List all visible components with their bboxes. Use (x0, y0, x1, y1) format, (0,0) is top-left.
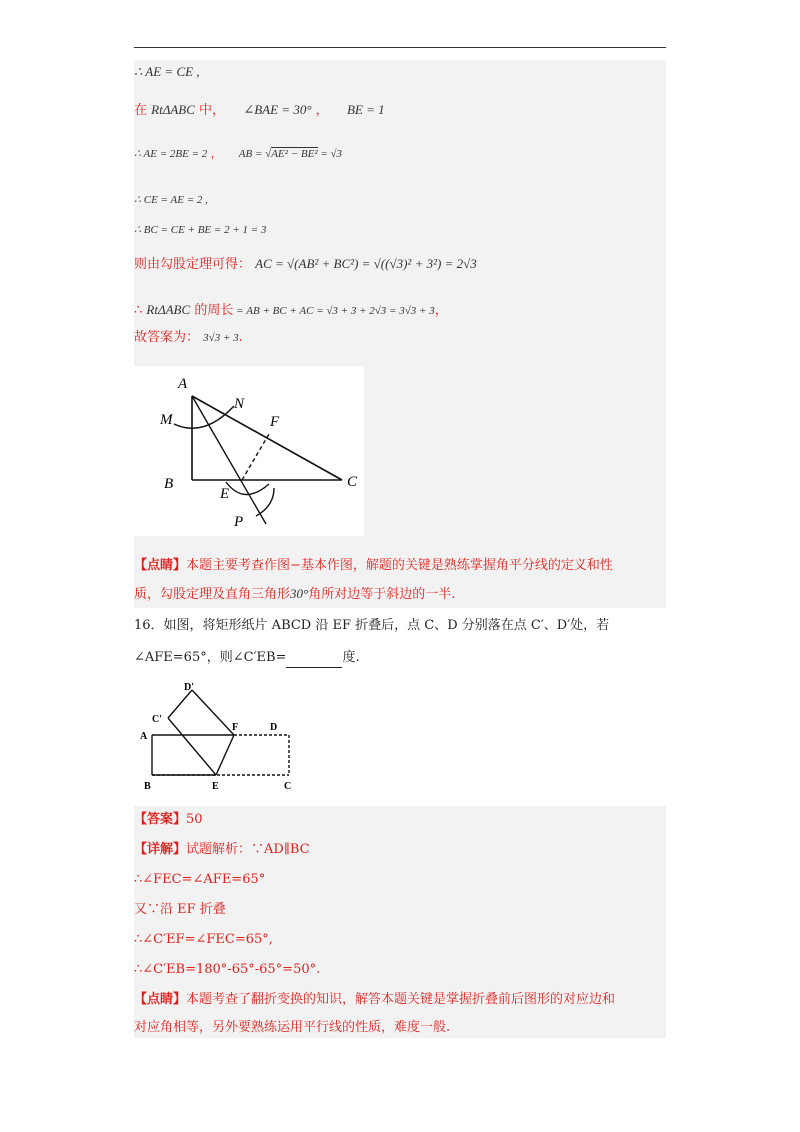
solution-line-6-text: 则由勾股定理可得： (134, 257, 252, 272)
label-p: P (234, 514, 244, 530)
side-ac (192, 396, 342, 480)
question-16-line-2 (134, 648, 360, 668)
answer-16-value: 50 (186, 812, 203, 827)
flap-ec (168, 718, 216, 775)
detail-16-text-2: ∴∠FEC=∠AFE=65° (134, 872, 266, 887)
solution-line-3 (134, 144, 342, 164)
solution-line-7-pre: ∴ (134, 303, 143, 318)
solution-line-5-text: ∴ BC = CE + BE = 2 + 1 = 3 (134, 224, 267, 236)
solution-line-8-end: . (238, 330, 243, 345)
comment-1-text-b-pre: 质，勾股定理及直角三角形 (134, 587, 291, 602)
solution-line-4 (134, 190, 208, 210)
solution-line-7 (134, 300, 448, 321)
label-d-prime: D′ (184, 682, 195, 693)
detail-16-line-3 (134, 900, 226, 920)
label-a: A (178, 376, 188, 392)
solution-line-2-angle: ∠BAE = 30° (243, 102, 312, 117)
fold-ef (216, 735, 234, 775)
solution-line-8 (134, 328, 243, 348)
figure-rectangle-svg (134, 680, 304, 798)
label-e-2: E (212, 781, 219, 792)
label-f-2: F (232, 722, 239, 733)
question-16-text-2-pre: ∠AFE=65°，则∠C′EB= (134, 650, 287, 665)
solution-line-3-a: ∴ AE = 2BE = 2 (134, 148, 208, 160)
figure-triangle-svg (134, 366, 364, 536)
label-c-prime: C′ (152, 714, 163, 725)
answer-16 (134, 810, 203, 830)
comment-2-text-b: 对应角相等，另外要熟练运用平行线的性质，难度一般. (134, 1020, 451, 1035)
comment-1-text-a: 本题主要考查作图−基本作图，解题的关键是熟练掌握角平分线的定义和性 (186, 558, 613, 573)
detail-16-text-5: ∴∠C′EB=180°-65°-65°=50°. (134, 962, 321, 977)
detail-16-line-5 (134, 960, 320, 980)
figure-folded-rectangle (134, 680, 304, 798)
detail-16-text-3: 又∵沿 EF 折叠 (134, 902, 226, 917)
solution-line-2-pre: 在 (134, 103, 148, 118)
solution-line-7-math: = AB + BC + AC = √3 + 3 + 2√3 = 3√3 + 3 (233, 305, 435, 317)
comment-1-line-1 (134, 556, 613, 576)
detail-16-line-4 (134, 930, 273, 950)
question-16-text-2-post: 度. (342, 650, 360, 665)
header-rule (134, 47, 666, 48)
solution-line-2-sep: ， (315, 103, 329, 118)
label-a-2: A (140, 731, 148, 742)
solution-line-7-triangle: RtΔABC (146, 302, 191, 317)
detail-16-tag: 【详解】 (134, 842, 187, 857)
solution-line-7-end: ， (434, 303, 448, 318)
label-d-2: D (270, 722, 278, 733)
detail-16-line-1 (134, 840, 310, 860)
solution-line-1 (134, 62, 200, 82)
solution-line-3-sep: ， (210, 147, 222, 160)
label-b: B (164, 476, 174, 492)
answer-16-tag: 【答案】 (134, 812, 187, 827)
solution-line-2-be: BE = 1 (346, 102, 385, 117)
question-16-line-1 (134, 616, 609, 636)
comment-2-line-1 (134, 990, 615, 1010)
solution-line-5 (134, 220, 266, 240)
label-c-2: C (284, 781, 292, 792)
flap-df (192, 690, 234, 735)
detail-16-text-4: ∴∠C′EF=∠FEC=65°, (134, 932, 273, 947)
flap-cd (168, 690, 192, 718)
comment-2-text-a: 本题考查了翻折变换的知识，解答本题关键是掌握折叠前后图形的对应边和 (186, 992, 616, 1007)
answer-blank (286, 653, 342, 668)
label-e: E (220, 486, 230, 502)
comment-1-angle: 30° (290, 586, 309, 601)
solution-line-8-text: 故答案为： (134, 330, 200, 345)
label-b-2: B (144, 781, 151, 792)
label-n: N (234, 396, 245, 412)
solution-line-3-b-pre: AB = √ (238, 148, 272, 160)
solution-line-4-text: ∴ CE = AE = 2 , (134, 194, 208, 206)
solution-line-2-mid: 中， (199, 103, 226, 118)
angle-bisector (192, 396, 266, 524)
label-c: C (347, 474, 358, 490)
solution-line-3-b-radicand: AE² − BE² (271, 148, 318, 160)
solution-line-1-text: ∴ AE = CE , (134, 64, 200, 79)
solution-line-2 (134, 100, 385, 121)
solution-line-3-b-post: = √3 (317, 148, 343, 160)
comment-1-tag: 【点睛】 (134, 558, 187, 573)
solution-line-8-math: 3√3 + 3 (203, 332, 239, 344)
solution-line-2-triangle: RtΔABC (151, 102, 195, 117)
label-m: M (160, 412, 173, 428)
dashed-ef (242, 434, 269, 480)
comment-1-line-2 (134, 584, 455, 605)
comment-2-tag: 【点睛】 (134, 992, 187, 1007)
label-f: F (270, 414, 280, 430)
solution-line-7-text: 的周长 (194, 303, 234, 318)
detail-16-line-2 (134, 870, 265, 890)
detail-16-text-1: 试题解析：∵AD∥BC (186, 842, 310, 857)
comment-2-line-2 (134, 1018, 450, 1038)
comment-1-text-b-post: 角所对边等于斜边的一半. (308, 587, 456, 602)
solution-line-6-math: AC = √(AB² + BC²) = √((√3)² + 3²) = 2√3 (255, 256, 477, 271)
question-16-text-1: 16．如图，将矩形纸片 ABCD 沿 EF 折叠后，点 C、D 分别落在点 C′、D′处，若 (134, 618, 610, 633)
figure-triangle-construction (134, 366, 364, 536)
solution-line-6 (134, 254, 477, 275)
